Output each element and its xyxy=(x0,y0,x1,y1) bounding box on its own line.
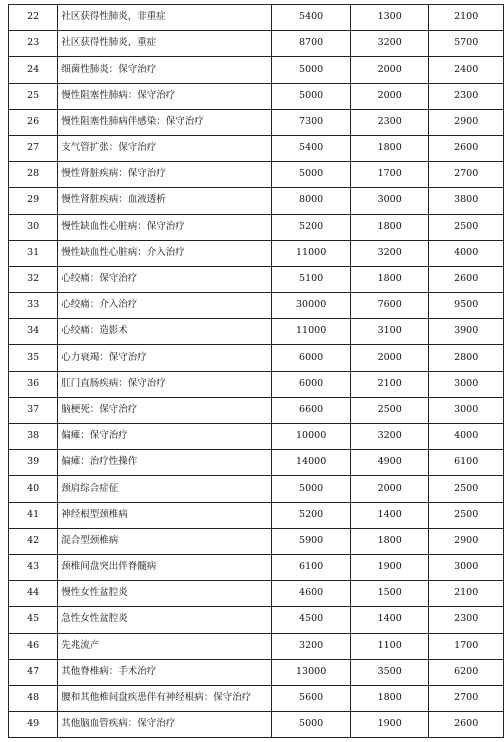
disease-name: 脑梗死：保守治疗 xyxy=(58,397,272,423)
value-col-1: 5600 xyxy=(272,685,351,711)
disease-name: 慢性女性盆腔炎 xyxy=(58,581,272,607)
disease-name: 慢性阻塞性肺病伴感染：保守治疗 xyxy=(58,109,272,135)
value-col-3: 2300 xyxy=(429,607,504,633)
disease-name: 社区获得性肺炎，非重症 xyxy=(58,5,272,31)
row-number: 26 xyxy=(9,109,58,135)
disease-name: 颈椎间盘突出伴脊髓病 xyxy=(58,554,272,580)
row-number: 37 xyxy=(9,397,58,423)
table-row xyxy=(9,659,504,685)
disease-name: 细菌性肺炎：保守治疗 xyxy=(58,57,272,83)
value-col-3: 2700 xyxy=(429,685,504,711)
disease-name: 肛门直肠疾病：保守治疗 xyxy=(58,371,272,397)
disease-name: 先兆流产 xyxy=(58,633,272,659)
disease-name: 混合型颈椎病 xyxy=(58,528,272,554)
row-number: 32 xyxy=(9,266,58,292)
value-col-1: 8000 xyxy=(272,188,351,214)
value-col-2: 1800 xyxy=(350,266,428,292)
value-col-3: 1700 xyxy=(429,633,504,659)
value-col-3: 2100 xyxy=(429,5,504,31)
value-col-2: 3000 xyxy=(350,188,428,214)
disease-name: 慢性肾脏疾病：血液透析 xyxy=(58,188,272,214)
value-col-2: 1800 xyxy=(350,528,428,554)
value-col-3: 2300 xyxy=(429,83,504,109)
disease-name: 神经根型颈椎病 xyxy=(58,502,272,528)
value-col-2: 3500 xyxy=(350,659,428,685)
table-row xyxy=(9,502,504,528)
row-number: 42 xyxy=(9,528,58,554)
value-col-3: 4000 xyxy=(429,424,504,450)
table-row xyxy=(9,5,504,31)
value-col-3: 2500 xyxy=(429,502,504,528)
value-col-1: 6000 xyxy=(272,371,351,397)
value-col-2: 2500 xyxy=(350,397,428,423)
disease-name: 慢性缺血性心脏病：介入治疗 xyxy=(58,240,272,266)
table-row xyxy=(9,214,504,240)
value-col-1: 6100 xyxy=(272,554,351,580)
value-col-3: 2600 xyxy=(429,135,504,161)
disease-name: 偏瘫：保守治疗 xyxy=(58,424,272,450)
value-col-2: 1500 xyxy=(350,581,428,607)
disease-name: 颈肩综合症征 xyxy=(58,476,272,502)
value-col-1: 30000 xyxy=(272,293,351,319)
value-col-3: 2900 xyxy=(429,528,504,554)
row-number: 29 xyxy=(9,188,58,214)
value-col-2: 1700 xyxy=(350,162,428,188)
disease-name: 急性女性盆腔炎 xyxy=(58,607,272,633)
value-col-2: 3200 xyxy=(350,240,428,266)
row-number: 25 xyxy=(9,83,58,109)
table-row xyxy=(9,476,504,502)
value-col-2: 2000 xyxy=(350,57,428,83)
value-col-1: 7300 xyxy=(272,109,351,135)
value-col-3: 3800 xyxy=(429,188,504,214)
value-col-1: 5000 xyxy=(272,162,351,188)
value-col-3: 4000 xyxy=(429,240,504,266)
table-row xyxy=(9,345,504,371)
disease-name: 支气管扩张：保守治疗 xyxy=(58,135,272,161)
value-col-3: 3000 xyxy=(429,371,504,397)
row-number: 48 xyxy=(9,685,58,711)
value-col-2: 1400 xyxy=(350,502,428,528)
table-row xyxy=(9,293,504,319)
row-number: 24 xyxy=(9,57,58,83)
value-col-1: 5000 xyxy=(272,83,351,109)
value-col-2: 2300 xyxy=(350,109,428,135)
value-col-2: 2000 xyxy=(350,83,428,109)
value-col-2: 2000 xyxy=(350,476,428,502)
row-number: 33 xyxy=(9,293,58,319)
row-number: 36 xyxy=(9,371,58,397)
table-row xyxy=(9,712,504,738)
disease-name: 社区获得性肺炎，重症 xyxy=(58,31,272,57)
row-number: 49 xyxy=(9,712,58,738)
disease-name: 其他脑血管疾病：保守治疗 xyxy=(58,712,272,738)
row-number: 38 xyxy=(9,424,58,450)
value-col-3: 6100 xyxy=(429,450,504,476)
value-col-2: 2000 xyxy=(350,345,428,371)
value-col-3: 2600 xyxy=(429,266,504,292)
disease-name: 慢性缺血性心脏病：保守治疗 xyxy=(58,214,272,240)
value-col-1: 3200 xyxy=(272,633,351,659)
table-row xyxy=(9,83,504,109)
disease-name: 心绞痛：保守治疗 xyxy=(58,266,272,292)
value-col-3: 2500 xyxy=(429,214,504,240)
value-col-3: 3000 xyxy=(429,554,504,580)
value-col-2: 1900 xyxy=(350,712,428,738)
value-col-1: 5000 xyxy=(272,712,351,738)
value-col-2: 1800 xyxy=(350,135,428,161)
value-col-3: 2600 xyxy=(429,712,504,738)
value-col-1: 14000 xyxy=(272,450,351,476)
row-number: 31 xyxy=(9,240,58,266)
value-col-1: 4600 xyxy=(272,581,351,607)
value-col-1: 10000 xyxy=(272,424,351,450)
row-number: 35 xyxy=(9,345,58,371)
value-col-3: 3000 xyxy=(429,397,504,423)
data-table xyxy=(8,4,504,738)
value-col-3: 2700 xyxy=(429,162,504,188)
row-number: 41 xyxy=(9,502,58,528)
row-number: 45 xyxy=(9,607,58,633)
table-row xyxy=(9,135,504,161)
table-row xyxy=(9,188,504,214)
value-col-3: 2900 xyxy=(429,109,504,135)
table-row xyxy=(9,685,504,711)
table-row xyxy=(9,397,504,423)
disease-name: 偏瘫：治疗性操作 xyxy=(58,450,272,476)
table-row xyxy=(9,633,504,659)
value-col-1: 11000 xyxy=(272,319,351,345)
value-col-3: 2100 xyxy=(429,581,504,607)
value-col-2: 3200 xyxy=(350,31,428,57)
row-number: 30 xyxy=(9,214,58,240)
value-col-2: 3100 xyxy=(350,319,428,345)
value-col-1: 5100 xyxy=(272,266,351,292)
value-col-2: 1900 xyxy=(350,554,428,580)
value-col-1: 13000 xyxy=(272,659,351,685)
table-row xyxy=(9,371,504,397)
table-row xyxy=(9,109,504,135)
value-col-1: 5200 xyxy=(272,214,351,240)
table-body xyxy=(9,5,504,738)
value-col-1: 5400 xyxy=(272,5,351,31)
table-row xyxy=(9,607,504,633)
row-number: 46 xyxy=(9,633,58,659)
row-number: 27 xyxy=(9,135,58,161)
row-number: 47 xyxy=(9,659,58,685)
row-number: 23 xyxy=(9,31,58,57)
value-col-2: 2100 xyxy=(350,371,428,397)
value-col-2: 3200 xyxy=(350,424,428,450)
table-row xyxy=(9,162,504,188)
value-col-3: 9500 xyxy=(429,293,504,319)
table-row xyxy=(9,424,504,450)
table-row xyxy=(9,554,504,580)
value-col-1: 5000 xyxy=(272,476,351,502)
value-col-3: 3900 xyxy=(429,319,504,345)
table-row xyxy=(9,450,504,476)
disease-name: 腰和其他椎间盘疾患伴有神经根病：保守治疗 xyxy=(58,685,272,711)
table-row xyxy=(9,528,504,554)
value-col-1: 6600 xyxy=(272,397,351,423)
row-number: 43 xyxy=(9,554,58,580)
disease-name: 心绞痛：介入治疗 xyxy=(58,293,272,319)
row-number: 22 xyxy=(9,5,58,31)
disease-name: 慢性阻塞性肺病：保守治疗 xyxy=(58,83,272,109)
table-row xyxy=(9,31,504,57)
disease-name: 心力衰竭：保守治疗 xyxy=(58,345,272,371)
table-row xyxy=(9,581,504,607)
table-row xyxy=(9,57,504,83)
row-number: 34 xyxy=(9,319,58,345)
value-col-1: 4500 xyxy=(272,607,351,633)
row-number: 40 xyxy=(9,476,58,502)
table-row xyxy=(9,240,504,266)
value-col-1: 11000 xyxy=(272,240,351,266)
value-col-3: 6200 xyxy=(429,659,504,685)
row-number: 28 xyxy=(9,162,58,188)
value-col-2: 1100 xyxy=(350,633,428,659)
value-col-3: 2500 xyxy=(429,476,504,502)
value-col-1: 5400 xyxy=(272,135,351,161)
value-col-3: 5700 xyxy=(429,31,504,57)
value-col-2: 1400 xyxy=(350,607,428,633)
value-col-1: 5200 xyxy=(272,502,351,528)
table-row xyxy=(9,319,504,345)
value-col-1: 5900 xyxy=(272,528,351,554)
value-col-2: 7600 xyxy=(350,293,428,319)
value-col-2: 4900 xyxy=(350,450,428,476)
value-col-2: 1800 xyxy=(350,685,428,711)
value-col-2: 1300 xyxy=(350,5,428,31)
value-col-3: 2800 xyxy=(429,345,504,371)
value-col-2: 1800 xyxy=(350,214,428,240)
disease-name: 其他脊椎病：手术治疗 xyxy=(58,659,272,685)
row-number: 44 xyxy=(9,581,58,607)
table-row xyxy=(9,266,504,292)
disease-name: 慢性肾脏疾病：保守治疗 xyxy=(58,162,272,188)
value-col-3: 2400 xyxy=(429,57,504,83)
row-number: 39 xyxy=(9,450,58,476)
value-col-1: 6000 xyxy=(272,345,351,371)
disease-name: 心绞痛：造影术 xyxy=(58,319,272,345)
value-col-1: 5000 xyxy=(272,57,351,83)
value-col-1: 8700 xyxy=(272,31,351,57)
